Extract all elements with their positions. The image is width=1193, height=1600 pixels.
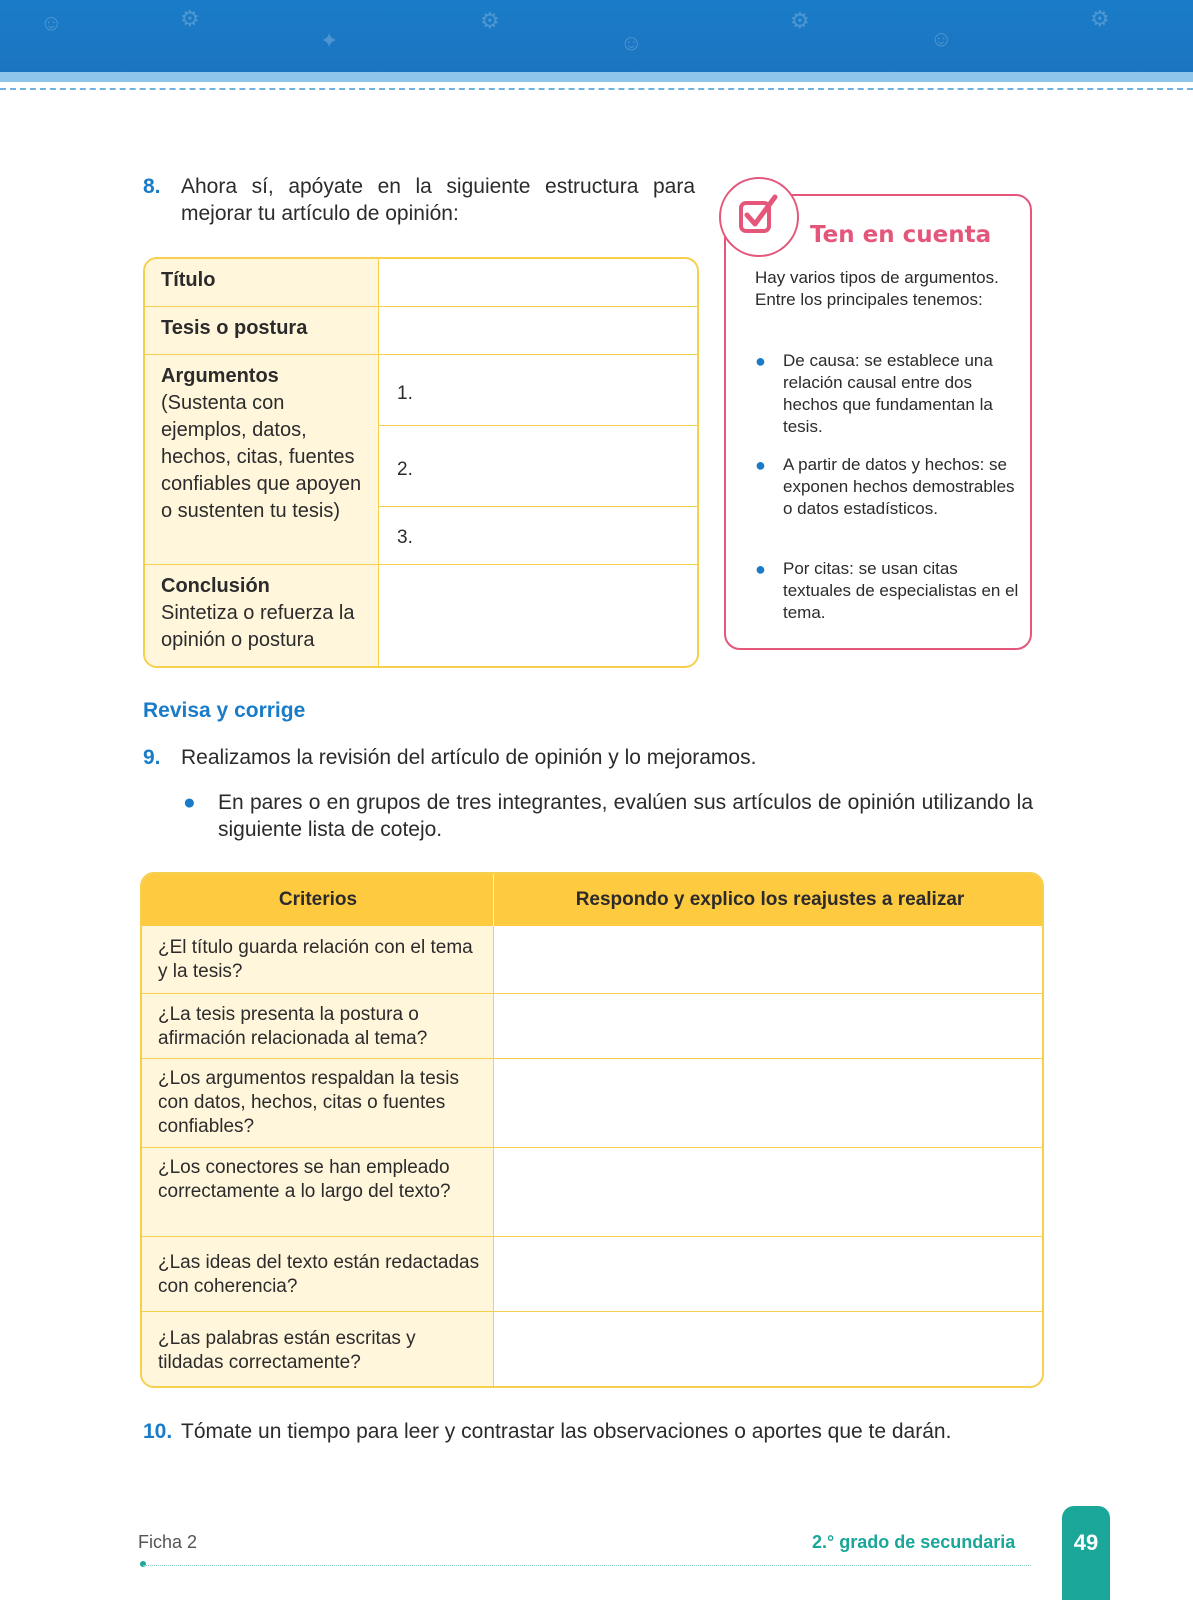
structure-table: [143, 257, 699, 668]
footer-dot: [140, 1561, 146, 1567]
question-8: [143, 173, 695, 227]
row-divider: [379, 425, 697, 426]
header-respondo: Respondo y explico los reajustes a realizar: [575, 889, 965, 910]
checklist-table: [140, 872, 1044, 1388]
question-text: Tómate un tiempo para leer y contrastar las observaciones o aportes que te darán.: [181, 1420, 952, 1443]
footer-left: Ficha 2: [138, 1532, 198, 1552]
tip-item: [755, 454, 1025, 520]
table-row: ¿Las palabras están escritas y tildadas correctamente?: [158, 1328, 416, 1373]
table-row: ¿La tesis presenta la postura o afirmación relacionada al tema?: [158, 1004, 428, 1049]
row-divider: [142, 1147, 1042, 1148]
argument-number-3: 3.: [397, 527, 413, 548]
row-divider: [379, 506, 697, 507]
page-number: 49: [1073, 1530, 1099, 1555]
bullet-icon: ●: [755, 351, 766, 371]
row-label-argumentos: [145, 355, 379, 564]
label-description: Sintetiza o refuerza la opinión o postura: [161, 602, 355, 651]
gear-icon: ⚙: [480, 8, 500, 33]
header-strip: [0, 72, 1193, 82]
label-text: Argumentos: [161, 365, 279, 387]
person-icon: ☺: [930, 26, 953, 51]
question-number: 9.: [143, 746, 161, 769]
header-divider: [493, 874, 494, 926]
table-row: ¿Los argumentos respaldan la tesis con datos, hechos, citas o fuentes confiables?: [158, 1068, 459, 1137]
table-row: ¿Los conectores se han empleado correctamente a lo largo del texto?: [158, 1157, 451, 1202]
footer-line: [143, 1565, 1031, 1566]
header-banner: [0, 0, 1193, 72]
tip-item-text: A partir de datos y hechos: se exponen hechos demostrables o datos estadísticos.: [783, 455, 1015, 518]
question-10: [143, 1418, 1033, 1445]
tip-title: Ten en cuenta: [810, 222, 992, 248]
question-text: Realizamos la revisión del artículo de opinión y lo mejoramos.: [181, 746, 757, 769]
argument-number-2: 2.: [397, 459, 413, 480]
question-9-bullet: [183, 789, 1033, 843]
question-text: Ahora sí, apóyate en la siguiente estructura para mejorar tu artículo de opinión:: [181, 175, 695, 225]
doodle-icon: ☺: [40, 10, 63, 35]
footer-right: 2.° grado de secundaria: [812, 1532, 1016, 1552]
row-divider: [142, 1311, 1042, 1312]
section-title: Revisa y corrige: [143, 699, 306, 722]
gear-icon: ⚙: [1090, 6, 1110, 31]
label-text: Título: [161, 269, 216, 291]
person-icon: ☺: [620, 30, 643, 55]
tip-item-text: Por citas: se usan citas textuales de especialistas en el tema.: [783, 559, 1019, 622]
lightbulb-icon: ✦: [320, 28, 339, 53]
question-number: 8.: [143, 175, 161, 198]
bullet-icon: ●: [755, 559, 766, 579]
tip-badge: [719, 177, 799, 257]
tip-item: [755, 350, 1025, 438]
header-criterios: Criterios: [278, 889, 358, 910]
tip-item: [755, 558, 1025, 624]
table-row: ¿El título guarda relación con el tema y la tesis?: [158, 937, 473, 982]
tip-item-text: De causa: se establece una relación causal entre dos hechos que fundamentan la tesis.: [783, 351, 993, 436]
label-text: Tesis o postura: [161, 317, 308, 339]
row-label-titulo: [145, 259, 379, 306]
row-label-conclusion: [145, 565, 379, 668]
tip-intro: Hay varios tipos de argumentos. Entre los principales tenemos:: [755, 268, 999, 309]
bullet-icon: ●: [755, 455, 766, 475]
row-divider: [142, 1236, 1042, 1237]
bullet-text: En pares o en grupos de tres integrantes, evalúen sus artículos de opinión utilizando la siguiente lista de cotejo.: [218, 791, 1033, 841]
label-description: (Sustenta con ejemplos, datos, hechos, citas, fuentes confiables que apoyen o sustenten tu tesis): [161, 392, 362, 522]
checkbox-icon: [721, 179, 797, 255]
table-row: ¿Las ideas del texto están redactadas con coherencia?: [158, 1252, 480, 1297]
label-text: Conclusión: [161, 575, 270, 597]
row-divider: [142, 1058, 1042, 1059]
bullet-icon: ●: [183, 791, 196, 814]
question-number: 10.: [143, 1420, 173, 1443]
question-9: [143, 744, 1033, 771]
argument-number-1: 1.: [397, 383, 413, 404]
row-label-tesis: [145, 307, 379, 354]
header-divider: [0, 88, 1193, 90]
row-divider: [142, 993, 1042, 994]
gear-icon: ⚙: [790, 8, 810, 33]
gear-icon: ⚙: [180, 6, 200, 31]
